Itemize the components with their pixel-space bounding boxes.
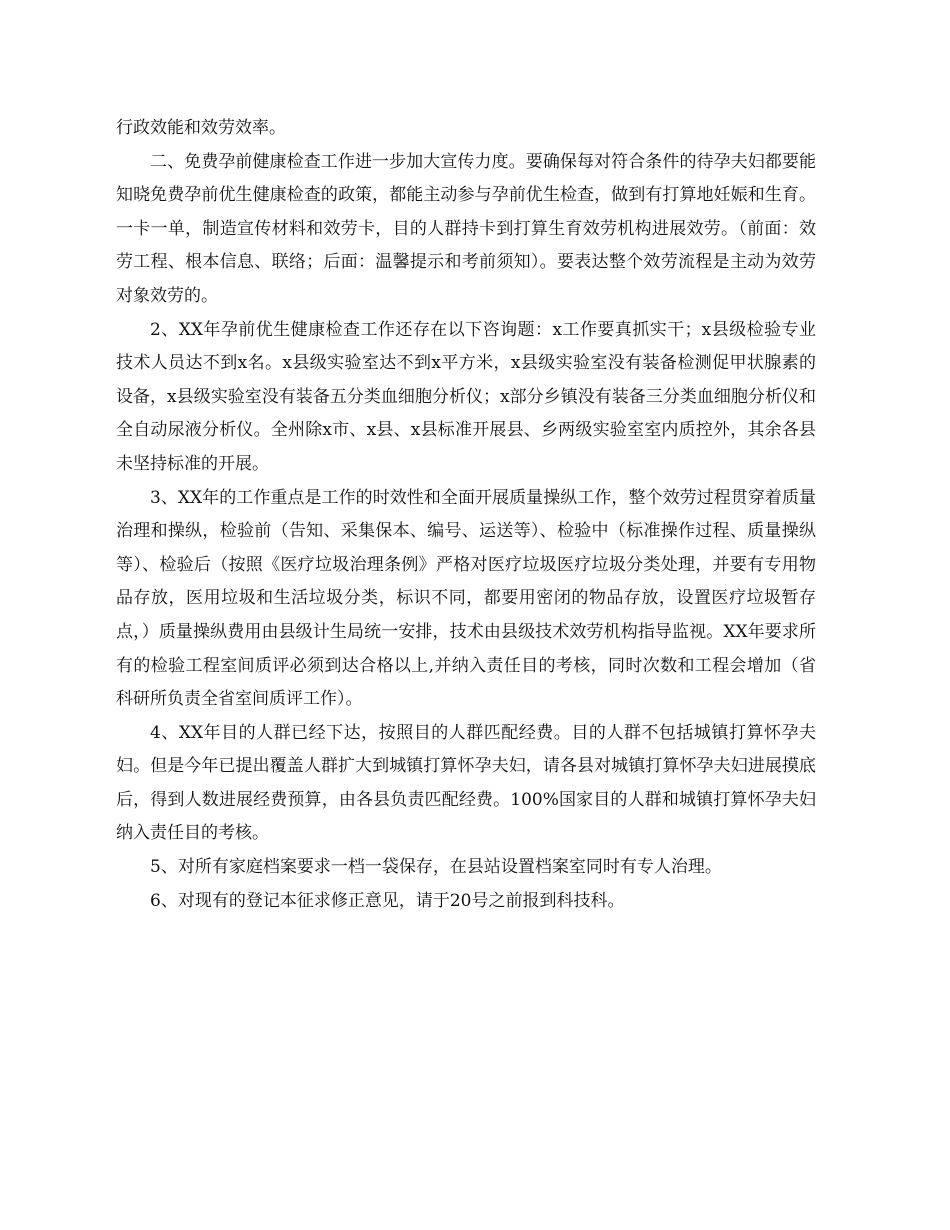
paragraph-publicity: 二、免费孕前健康检查工作进一步加大宣传力度。要确保每对符合条件的待孕夫妇都要能知晓免费孕前优生健康检查的政策，都能主动参与孕前优生检查，做到有打算地妊娠和生育。一卡一单，制造宣传材料和效劳卡，目的人群持卡到打算生育效劳机构进展效劳。（前面：效劳工程、根本信息、联络；后面：温馨提示和考前须知）。要表达整个效劳流程是主动为效劳对象效劳的。 [116, 151, 816, 306]
paragraph-registration: 6、对现有的登记本征求修正意见，请于20号之前报到科技科。 [150, 890, 625, 911]
paragraph-archives: 5、对所有家庭档案要求一档一袋保存，在县站设置档案室同时有专人治理。 [150, 857, 722, 878]
document-body [116, 112, 816, 918]
paragraph-quality-control: 3、XX年的工作重点是工作的时效性和全面开展质量操纵工作，整个效劳过程贯穿着质量治理和操纵，检验前（告知、采集保本、编号、运送等）、检验中（标准操作过程、质量操纵等）、检验后（按照《医疗垃圾治理条例》严格对医疗垃圾医疗垃圾分类处理，并要有专用物品存放，医用垃圾和生活垃圾分类，标识不同，都要用密闭的物品存放，设置医疗垃圾暂存点，）质量操纵费用由县级计生局统一安排，技术由县级技术效劳机构指导监视。XX年要求所有的检验工程室间质评必须到达合格以上,并纳入责任目的考核，同时次数和工程会增加（省科研所负责全省室间质评工作）。 [116, 487, 816, 710]
paragraph-problems: 2、XX年孕前优生健康检查工作还存在以下咨询题：x工作要真抓实干；x县级检验专业技术人员达不到x名。x县级实验室达不到x平方米，x县级实验室没有装备检测促甲状腺素的设备，x县级实验室没有装备五分类血细胞分析仪；x部分乡镇没有装备三分类血细胞分析仪和全自动尿液分析仪。全州除x市、x县、x县标准开展县、乡两级实验室室内质控外，其余各县未坚持标准的开展。 [116, 319, 816, 474]
paragraph-continuation: 行政效能和效劳效率。 [116, 118, 286, 138]
paragraph-target-population: 4、XX年目的人群已经下达，按照目的人群匹配经费。目的人群不包括城镇打算怀孕夫妇。但是今年已提出覆盖人群扩大到城镇打算怀孕夫妇，请各县对城镇打算怀孕夫妇进展摸底后，得到人数进展经费预算，由各县负责匹配经费。100%国家目的人群和城镇打算怀孕夫妇纳入责任目的考核。 [116, 722, 816, 844]
